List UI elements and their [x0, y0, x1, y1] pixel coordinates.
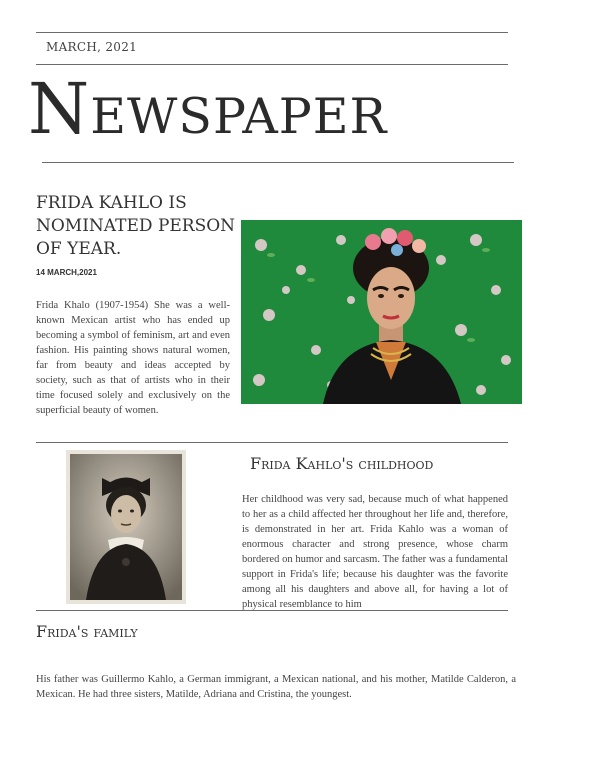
masthead-rule — [42, 162, 514, 163]
portrait-illustration — [241, 220, 522, 404]
section-rule-1 — [36, 442, 508, 443]
family-headline: Frida's family — [36, 622, 138, 641]
date-rule — [36, 64, 508, 65]
frida-portrait-photo — [241, 220, 522, 404]
top-rule — [36, 32, 508, 33]
family-body: His father was Guillermo Kahlo, a German immigrant, a Mexican national, and his mother, Matilde Calderon, a Mexican. He had three sisters, Matilde, Adriana and Cristina, the youngest. — [36, 674, 516, 700]
masthead-title — [28, 68, 528, 150]
main-article-body: Frida Khalo (1907-1954) She was a well-known Mexican artist who has ended up becoming a symbol of feminism, art and even fashion. His painting shows natural women, far from beauty and ideas accepted by society, such as that of artists who in their time focused solely and exclusively on the superficial beauty of women. — [36, 300, 230, 416]
frida-childhood-photo — [66, 450, 186, 604]
masthead-text: Newspaper — [28, 68, 388, 150]
issue-date: MARCH, 2021 — [46, 40, 138, 54]
main-headline: FRIDA KAHLO IS NOMINATED PERSON OF YEAR. — [36, 193, 236, 259]
childhood-body: Her childhood was very sad, because much of what happened to her as a child affected her throughout her life and, therefore, is demonstrated in her art. Frida Kahlo was a woman of enormous character and strong presence, whose charm bordered on humor and sarcasm. The father was a fundamental support in Frida's life; because his daughter was the favorite among all his daughters and above all, for having a lot of physical resemblance to him — [242, 494, 508, 610]
main-article-date: 14 MARCH,2021 — [36, 268, 97, 277]
childhood-photo-illustration — [66, 450, 186, 604]
childhood-headline: Frida Kahlo's childhood — [250, 454, 434, 473]
